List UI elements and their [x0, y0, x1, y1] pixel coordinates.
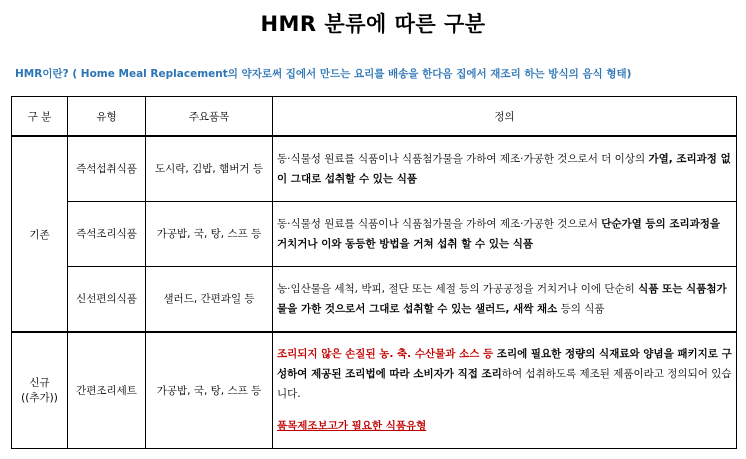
definition-note: 품목제조보고가 필요한 식품유형	[277, 420, 427, 433]
items-cell: 샐러드, 간편과일 등	[146, 266, 273, 332]
definition-bold: 가열, 조리과정 없이 그대로 섭취할 수 있는 식품	[277, 152, 731, 185]
definition-text: 동·식물성 원료를 식품이나 식품첨가물을 가하여 제조·가공한 것으로서	[277, 217, 602, 230]
items-cell: 가공밥, 국, 탕, 스프 등	[146, 332, 273, 448]
table-row	[12, 201, 737, 266]
table-row	[12, 332, 737, 448]
definition-text: 농·임산물을 세척, 박피, 절단 또는 세절 등의 가공공정을 거치거나 이에 단순히	[277, 282, 639, 295]
page-title: HMR 분류에 따른 구분	[260, 12, 486, 36]
group-new: 신규 ((추가))	[12, 332, 68, 448]
header-category: 구 분	[12, 97, 68, 137]
definition-cell	[273, 266, 737, 332]
table-row	[12, 136, 737, 201]
definition-bold: 조리에 필요한 정량의 식재료와 양념을 패키지로 구성하여 제공된 조리법에 따라 소비자가 직접 조리	[277, 348, 732, 381]
definition-cell	[273, 332, 737, 448]
type-cell: 간편조리세트	[68, 332, 146, 448]
header-type: 유형	[68, 97, 146, 137]
definition-tail: 등의 식품	[557, 302, 605, 315]
type-cell: 즉석조리식품	[68, 201, 146, 266]
definition-cell	[273, 136, 737, 201]
table-header-row	[12, 97, 737, 137]
definition-cell	[273, 201, 737, 266]
definition-text: 동·식물성 원료를 식품이나 식품첨가물을 가하여 제조·가공한 것으로서 더 이상의	[277, 152, 649, 165]
hmr-description: HMR이란? ( Home Meal Replacement의 약자로써 집에서 만드는 요리를 배송을 한다음 집에서 재조리 하는 방식의 음식 형태)	[15, 68, 632, 80]
hmr-classification-table	[11, 96, 737, 449]
definition-bold: 단순가열 등의 조리과정을 거치거나 이와 동등한 방법을 거쳐 섭취 할 수 있는 식품	[277, 217, 721, 250]
items-cell: 도시락, 김밥, 햄버거 등	[146, 136, 273, 201]
definition-red: 조리되지 않은 손질된 농. 축. 수산물과 소스 등	[277, 348, 494, 361]
group-existing: 기존	[12, 136, 68, 332]
header-items: 주요품목	[146, 97, 273, 137]
header-definition: 정의	[273, 97, 737, 137]
table-row	[12, 266, 737, 332]
type-cell: 신선편의식품	[68, 266, 146, 332]
type-cell: 즉석섭취식품	[68, 136, 146, 201]
definition-bold: 식품 또는 식품첨가물을 가한 것으로서 그대로 섭취할 수 있는 샐러드, 새싹 채소	[277, 282, 727, 315]
items-cell: 가공밥, 국, 탕, 스프 등	[146, 201, 273, 266]
definition-text: 하여 섭취하도록 제조된 제품이라고 정의되어 있습니다.	[277, 368, 732, 401]
